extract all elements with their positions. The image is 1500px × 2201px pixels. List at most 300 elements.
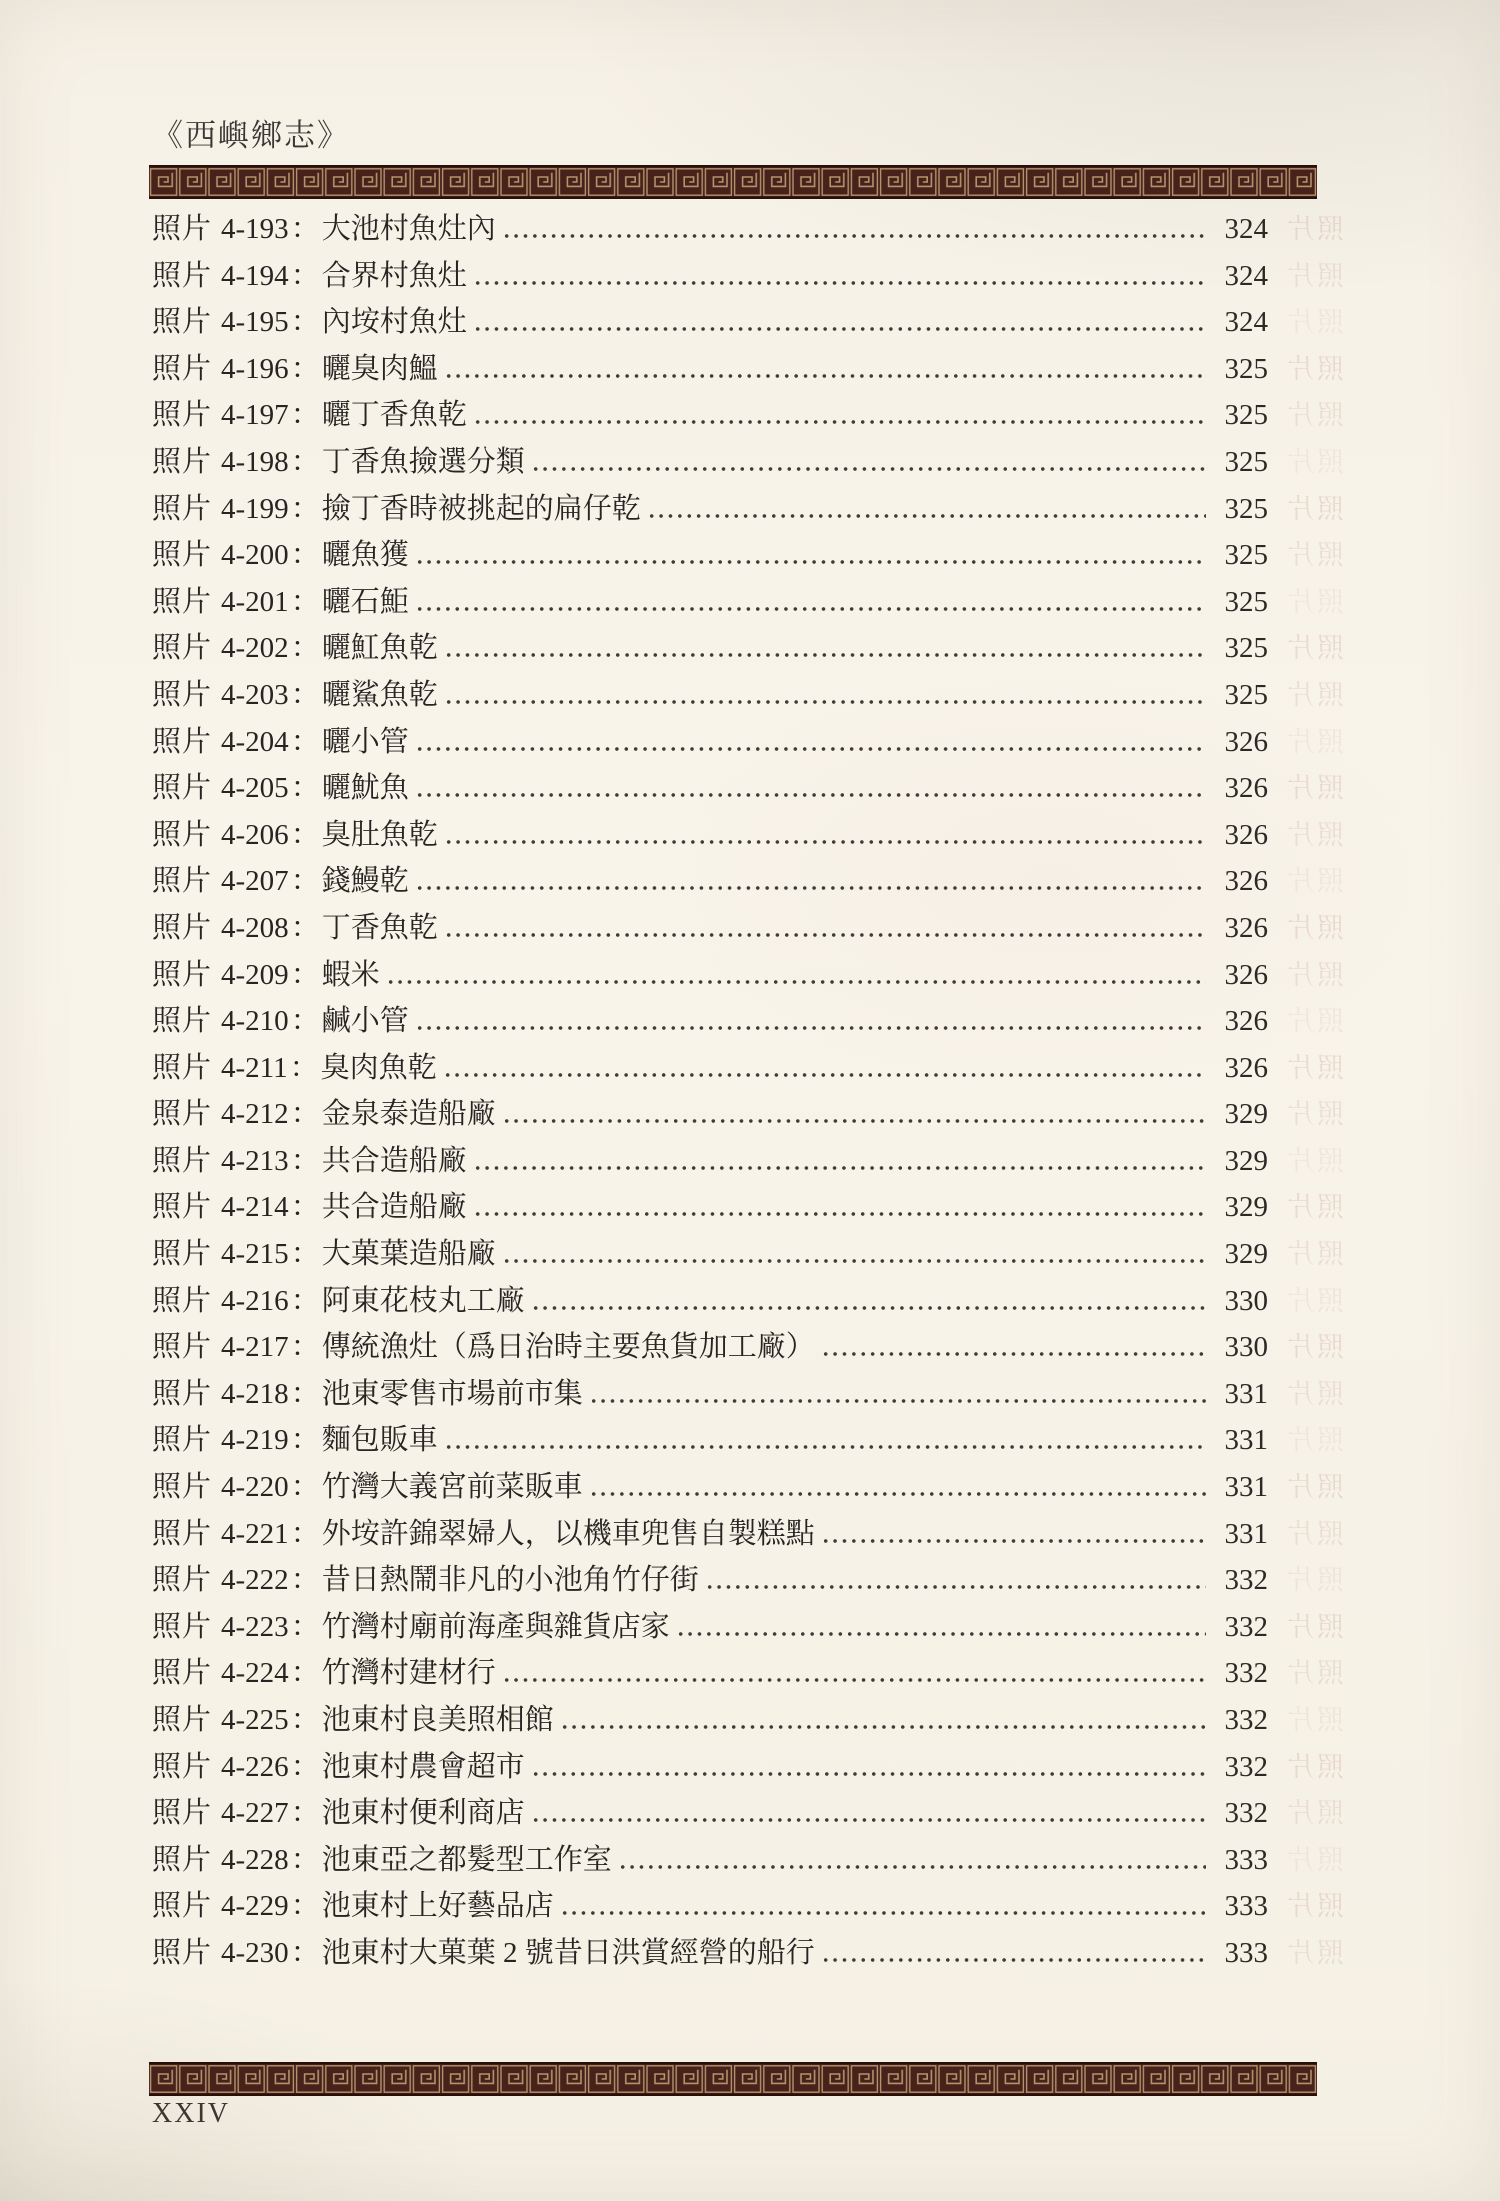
bleedthrough-ghost-text: 照片 [1284, 1658, 1344, 1689]
entry-title: 曬小管 [321, 725, 409, 758]
entry-prefix: 照片 [152, 958, 213, 991]
entry-page-number: 332 [1224, 1750, 1268, 1783]
entry-prefix: 照片 [152, 1238, 213, 1271]
entry-prefix: 照片 [152, 1704, 213, 1736]
entry-title: 曬魚獲 [321, 539, 409, 572]
entry-separator: ： [290, 632, 320, 665]
entry-title: 合界村魚灶 [321, 259, 467, 292]
dot-leader [705, 1585, 1206, 1589]
entry-id: 4-210 [221, 1005, 289, 1038]
entry-title: 錢鰻乾 [321, 865, 409, 898]
entry-prefix: 照片 [152, 911, 213, 944]
entry-id: 4-209 [221, 958, 289, 991]
entry-title: 池東村便利商店 [321, 1797, 525, 1830]
toc-row [152, 1883, 1344, 1930]
toc-row [152, 253, 1344, 300]
entry-id: 4-222 [221, 1564, 289, 1597]
bleedthrough-ghost-text: 照片 [1284, 540, 1344, 571]
entry-page-number: 325 [1224, 352, 1268, 385]
entry-separator: ： [290, 1843, 320, 1876]
toc-row [152, 952, 1344, 999]
entry-separator: ： [290, 725, 320, 758]
entry-prefix: 照片 [152, 1564, 213, 1597]
entry-page-number: 324 [1224, 259, 1268, 292]
entry-separator: ： [290, 1517, 320, 1550]
entry-page-number: 331 [1224, 1517, 1268, 1550]
entry-title: 阿東花枝丸工廠 [321, 1284, 525, 1317]
dot-leader [589, 1399, 1206, 1403]
entry-title: 池東亞之都髮型工作室 [321, 1843, 612, 1876]
entry-separator: ： [290, 1657, 320, 1690]
entry-prefix: 照片 [152, 399, 213, 432]
entry-title: 撿丁香時被挑起的扁仔乾 [321, 492, 641, 525]
dot-leader [444, 933, 1206, 937]
bleedthrough-ghost-text: 照片 [1284, 1332, 1344, 1363]
entry-title: 曬臭肉鰮 [321, 352, 438, 385]
toc-row [152, 1045, 1344, 1092]
entry-prefix: 照片 [152, 1797, 213, 1830]
entry-id: 4-203 [221, 678, 289, 711]
toc-row [152, 1278, 1344, 1325]
entry-page-number: 326 [1224, 865, 1268, 898]
toc-row [152, 1417, 1344, 1464]
bleedthrough-ghost-text: 照片 [1284, 260, 1344, 291]
bleedthrough-ghost-text: 照片 [1284, 214, 1344, 244]
bleedthrough-ghost-text: 照片 [1284, 726, 1344, 757]
dot-leader [473, 420, 1206, 424]
dot-leader [415, 793, 1206, 797]
dot-leader [415, 747, 1206, 751]
toc-row [152, 1697, 1344, 1744]
entry-id: 4-225 [221, 1704, 289, 1736]
bleedthrough-ghost-text: 照片 [1284, 353, 1344, 384]
entry-id: 4-204 [221, 725, 289, 758]
entry-page-number: 333 [1224, 1843, 1268, 1876]
dot-leader [473, 1212, 1206, 1216]
bleedthrough-ghost-text: 照片 [1284, 679, 1344, 710]
dot-leader [473, 1166, 1206, 1170]
toc-row [152, 206, 1344, 253]
entry-id: 4-195 [221, 306, 289, 339]
entry-page-number: 325 [1224, 399, 1268, 432]
bleedthrough-ghost-text: 照片 [1284, 493, 1344, 524]
entry-prefix: 照片 [152, 1517, 213, 1550]
entry-separator: ： [290, 445, 320, 478]
entry-separator: ： [290, 1005, 320, 1038]
bleedthrough-ghost-text: 照片 [1284, 1285, 1344, 1316]
entry-prefix: 照片 [152, 1051, 213, 1084]
dot-leader [531, 1818, 1206, 1822]
entry-title: 池東村上好藝品店 [321, 1890, 554, 1923]
entry-separator: ： [290, 1331, 320, 1364]
entry-id: 4-201 [221, 585, 289, 618]
entry-prefix: 照片 [152, 539, 213, 572]
dot-leader [415, 1026, 1206, 1030]
toc-row [152, 1557, 1344, 1604]
bleedthrough-ghost-text: 照片 [1284, 1518, 1344, 1549]
entry-separator: ： [290, 1936, 320, 1969]
entry-title: 竹灣村廟前海產與雜貨店家 [321, 1610, 670, 1643]
toc-row [152, 579, 1344, 626]
entry-page-number: 326 [1224, 1005, 1268, 1038]
entry-prefix: 照片 [152, 865, 213, 898]
toc-row [152, 1138, 1344, 1185]
toc-row [152, 998, 1344, 1045]
entry-page-number: 331 [1224, 1471, 1268, 1504]
toc-row [152, 1231, 1344, 1278]
entry-page-number: 333 [1224, 1936, 1268, 1969]
entry-separator: ： [290, 1750, 320, 1783]
entry-title: 大池村魚灶內 [321, 213, 496, 245]
entry-id: 4-228 [221, 1843, 289, 1876]
entry-page-number: 325 [1224, 492, 1268, 525]
entry-title: 池東村大菓葉 2 號昔日洪賞經營的船行 [321, 1936, 815, 1969]
entry-page-number: 326 [1224, 818, 1268, 851]
dot-leader [647, 514, 1206, 518]
bleedthrough-ghost-text: 照片 [1284, 1006, 1344, 1037]
dot-leader [444, 840, 1206, 844]
entry-title: 臭肚魚乾 [321, 818, 438, 851]
entry-id: 4-199 [221, 492, 289, 525]
entry-prefix: 照片 [152, 1331, 213, 1364]
bleedthrough-ghost-text: 照片 [1284, 1844, 1344, 1875]
entry-prefix: 照片 [152, 725, 213, 758]
entry-title: 大菓葉造船廠 [321, 1238, 496, 1271]
bleedthrough-ghost-text: 照片 [1284, 1798, 1344, 1829]
bleedthrough-ghost-text: 照片 [1284, 1611, 1344, 1642]
dot-leader [502, 234, 1206, 238]
entry-title: 昔日熱鬧非凡的小池角竹仔街 [321, 1564, 699, 1597]
dot-leader [473, 281, 1206, 285]
toc-row [152, 486, 1344, 533]
toc-row [152, 532, 1344, 579]
dot-leader [821, 1958, 1206, 1962]
toc-row [152, 1464, 1344, 1511]
entry-separator: ： [290, 352, 320, 385]
entry-page-number: 333 [1224, 1890, 1268, 1923]
bleedthrough-ghost-text: 照片 [1284, 1378, 1344, 1409]
entry-page-number: 326 [1224, 911, 1268, 944]
entry-separator: ： [290, 1238, 320, 1271]
entry-page-number: 324 [1224, 306, 1268, 339]
entry-title: 竹灣大義宮前菜販車 [321, 1471, 583, 1504]
toc-row [152, 1790, 1344, 1837]
dot-leader [502, 1259, 1206, 1263]
toc-row [152, 812, 1344, 859]
entry-prefix: 照片 [152, 632, 213, 665]
entry-page-number: 330 [1224, 1284, 1268, 1317]
dot-leader [676, 1632, 1206, 1636]
entry-separator: ： [290, 865, 320, 898]
entry-page-number: 329 [1224, 1238, 1268, 1271]
entry-page-number: 324 [1224, 213, 1268, 245]
entry-page-number: 332 [1224, 1797, 1268, 1830]
entry-page-number: 329 [1224, 1098, 1268, 1131]
entry-title: 池東村農會超市 [321, 1750, 525, 1783]
entry-page-number: 332 [1224, 1704, 1268, 1736]
bleedthrough-ghost-text: 照片 [1284, 773, 1344, 804]
entry-page-number: 326 [1224, 725, 1268, 758]
entry-page-number: 332 [1224, 1610, 1268, 1643]
entry-id: 4-205 [221, 772, 289, 805]
entry-title: 丁香魚乾 [321, 911, 438, 944]
entry-id: 4-196 [221, 352, 289, 385]
entry-prefix: 照片 [152, 585, 213, 618]
entry-page-number: 329 [1224, 1191, 1268, 1224]
dot-leader [386, 980, 1206, 984]
entry-prefix: 照片 [152, 1098, 213, 1131]
entry-page-number: 325 [1224, 445, 1268, 478]
entry-prefix: 照片 [152, 259, 213, 292]
bleedthrough-ghost-text: 照片 [1284, 1705, 1344, 1735]
greek-key-pattern-icon [149, 2062, 1317, 2096]
toc-row [152, 392, 1344, 439]
entry-id: 4-212 [221, 1098, 289, 1131]
bleedthrough-ghost-text: 照片 [1284, 1425, 1344, 1456]
entry-page-number: 325 [1224, 678, 1268, 711]
entry-id: 4-219 [221, 1424, 289, 1457]
entry-title: 金泉泰造船廠 [321, 1098, 496, 1131]
entry-id: 4-217 [221, 1331, 289, 1364]
entry-id: 4-193 [221, 213, 289, 245]
entry-prefix: 照片 [152, 1936, 213, 1969]
entry-separator: ： [290, 1144, 320, 1177]
entry-title: 曬魟魚乾 [321, 632, 438, 665]
entry-prefix: 照片 [152, 1005, 213, 1038]
entry-prefix: 照片 [152, 1284, 213, 1317]
greek-key-border-bottom [149, 2062, 1317, 2096]
toc-row [152, 1324, 1344, 1371]
book-title: 《西嶼鄉志》 [152, 118, 350, 153]
page-number-roman: XXIV [152, 2098, 230, 2129]
dot-leader [531, 1306, 1206, 1310]
entry-title: 傳統漁灶（爲日治時主要魚貨加工廠） [321, 1331, 815, 1364]
entry-separator: ： [290, 1098, 320, 1131]
entry-title: 內垵村魚灶 [321, 306, 467, 339]
entry-prefix: 照片 [152, 213, 213, 245]
bleedthrough-ghost-text: 照片 [1284, 633, 1344, 664]
entry-separator: ： [289, 1051, 319, 1084]
entry-id: 4-215 [221, 1238, 289, 1271]
entry-separator: ： [290, 1377, 320, 1410]
entry-separator: ： [290, 539, 320, 572]
bleedthrough-ghost-text: 照片 [1284, 1472, 1344, 1503]
entry-id: 4-207 [221, 865, 289, 898]
entry-title: 曬鯊魚乾 [321, 678, 438, 711]
bleedthrough-ghost-text: 照片 [1284, 1239, 1344, 1270]
toc-row [152, 719, 1344, 766]
entry-prefix: 照片 [152, 1424, 213, 1457]
dot-leader [502, 1678, 1206, 1682]
entry-separator: ： [290, 818, 320, 851]
entry-id: 4-224 [221, 1657, 289, 1690]
dot-leader [560, 1911, 1206, 1915]
entry-prefix: 照片 [152, 772, 213, 805]
toc-row [152, 858, 1344, 905]
entry-separator: ： [290, 678, 320, 711]
dot-leader [415, 560, 1206, 564]
entry-id: 4-216 [221, 1284, 289, 1317]
dot-leader [444, 653, 1206, 657]
entry-title: 蝦米 [321, 958, 380, 991]
toc-row [152, 1837, 1344, 1884]
entry-id: 4-230 [221, 1936, 289, 1969]
entry-id: 4-198 [221, 445, 289, 478]
toc-row [152, 1371, 1344, 1418]
greek-key-border-top [149, 165, 1317, 199]
entry-page-number: 329 [1224, 1144, 1268, 1177]
dot-leader [618, 1865, 1206, 1869]
dot-leader [821, 1352, 1206, 1356]
bleedthrough-ghost-text: 照片 [1284, 1891, 1344, 1922]
entry-page-number: 326 [1224, 772, 1268, 805]
bleedthrough-ghost-text: 照片 [1284, 446, 1344, 477]
entry-separator: ： [290, 492, 320, 525]
dot-leader [560, 1725, 1206, 1729]
entry-prefix: 照片 [152, 1610, 213, 1643]
entry-prefix: 照片 [152, 1657, 213, 1690]
entry-prefix: 照片 [152, 1144, 213, 1177]
dot-leader [589, 1492, 1206, 1496]
entry-prefix: 照片 [152, 1377, 213, 1410]
entry-title: 臭肉魚乾 [320, 1051, 437, 1084]
toc-row [152, 1184, 1344, 1231]
entry-separator: ： [290, 911, 320, 944]
entry-id: 4-213 [221, 1144, 289, 1177]
entry-id: 4-218 [221, 1377, 289, 1410]
entry-separator: ： [290, 1284, 320, 1317]
toc-row [152, 299, 1344, 346]
entry-prefix: 照片 [152, 492, 213, 525]
bleedthrough-ghost-text: 照片 [1284, 912, 1344, 943]
entry-separator: ： [290, 1424, 320, 1457]
bleedthrough-ghost-text: 照片 [1284, 1565, 1344, 1596]
entry-id: 4-206 [221, 818, 289, 851]
entry-separator: ： [290, 1471, 320, 1504]
entry-separator: ： [290, 1610, 320, 1643]
dot-leader [443, 1073, 1206, 1077]
bleedthrough-ghost-text: 照片 [1284, 1192, 1344, 1223]
bleedthrough-ghost-text: 照片 [1284, 819, 1344, 850]
bleedthrough-ghost-text: 照片 [1284, 586, 1344, 617]
entry-id: 4-229 [221, 1890, 289, 1923]
bleedthrough-ghost-text: 照片 [1284, 400, 1344, 431]
toc-row [152, 765, 1344, 812]
dot-leader [821, 1539, 1206, 1543]
entry-title: 共合造船廠 [321, 1191, 467, 1224]
entry-prefix: 照片 [152, 678, 213, 711]
entry-id: 4-194 [221, 259, 289, 292]
entry-id: 4-221 [221, 1517, 289, 1550]
entry-id: 4-211 [221, 1051, 288, 1084]
toc-row [152, 625, 1344, 672]
dot-leader [444, 374, 1206, 378]
entry-id: 4-220 [221, 1471, 289, 1504]
entry-separator: ： [290, 1564, 320, 1597]
entry-id: 4-208 [221, 911, 289, 944]
entry-prefix: 照片 [152, 306, 213, 339]
dot-leader [444, 700, 1206, 704]
entry-title: 池東村良美照相館 [321, 1704, 554, 1736]
entry-page-number: 332 [1224, 1657, 1268, 1690]
entry-title: 麵包販車 [321, 1424, 438, 1457]
entry-id: 4-227 [221, 1797, 289, 1830]
bleedthrough-ghost-text: 照片 [1284, 866, 1344, 897]
bleedthrough-ghost-text: 照片 [1284, 1145, 1344, 1176]
dot-leader [473, 327, 1206, 331]
bleedthrough-ghost-text: 照片 [1284, 1099, 1344, 1130]
bleedthrough-ghost-text: 照片 [1284, 1937, 1344, 1968]
entry-id: 4-197 [221, 399, 289, 432]
entry-prefix: 照片 [152, 1890, 213, 1923]
toc-row [152, 1744, 1344, 1791]
bleedthrough-ghost-text: 照片 [1284, 1751, 1344, 1782]
entry-prefix: 照片 [152, 1471, 213, 1504]
entry-title: 外垵許錦翠婦人，以機車兜售自製糕點 [321, 1517, 815, 1550]
entry-id: 4-226 [221, 1750, 289, 1783]
entry-separator: ： [290, 399, 320, 432]
entry-title: 池東零售市場前市集 [321, 1377, 583, 1410]
entry-separator: ： [290, 1191, 320, 1224]
entry-page-number: 331 [1224, 1377, 1268, 1410]
entry-prefix: 照片 [152, 1191, 213, 1224]
entry-page-number: 325 [1224, 632, 1268, 665]
entry-page-number: 325 [1224, 585, 1268, 618]
entry-prefix: 照片 [152, 445, 213, 478]
toc-row [152, 672, 1344, 719]
entry-id: 4-214 [221, 1191, 289, 1224]
entry-page-number: 331 [1224, 1424, 1268, 1457]
entry-id: 4-202 [221, 632, 289, 665]
entry-title: 曬石鮔 [321, 585, 409, 618]
entry-separator: ： [290, 585, 320, 618]
dot-leader [415, 886, 1206, 890]
entry-page-number: 326 [1224, 1051, 1268, 1084]
toc-list [152, 206, 1344, 1977]
toc-row [152, 1650, 1344, 1697]
entry-prefix: 照片 [152, 1843, 213, 1876]
entry-title: 竹灣村建材行 [321, 1657, 496, 1690]
entry-id: 4-223 [221, 1610, 289, 1643]
toc-row [152, 1930, 1344, 1977]
entry-id: 4-200 [221, 539, 289, 572]
entry-separator: ： [290, 259, 320, 292]
toc-row [152, 1511, 1344, 1558]
dot-leader [531, 467, 1206, 471]
entry-separator: ： [290, 306, 320, 339]
entry-separator: ： [290, 1704, 320, 1736]
dot-leader [502, 1119, 1206, 1123]
toc-row [152, 1604, 1344, 1651]
bleedthrough-ghost-text: 照片 [1284, 1052, 1344, 1083]
entry-prefix: 照片 [152, 818, 213, 851]
entry-title: 曬丁香魚乾 [321, 399, 467, 432]
toc-row [152, 1091, 1344, 1138]
dot-leader [415, 607, 1206, 611]
entry-page-number: 326 [1224, 958, 1268, 991]
entry-prefix: 照片 [152, 352, 213, 385]
entry-title: 鹹小管 [321, 1005, 409, 1038]
toc-row [152, 346, 1344, 393]
entry-separator: ： [290, 213, 320, 245]
entry-separator: ： [290, 1890, 320, 1923]
entry-separator: ： [290, 772, 320, 805]
greek-key-pattern-icon [149, 165, 1317, 199]
toc-row [152, 439, 1344, 486]
entry-prefix: 照片 [152, 1750, 213, 1783]
bleedthrough-ghost-text: 照片 [1284, 307, 1344, 338]
entry-page-number: 325 [1224, 539, 1268, 572]
